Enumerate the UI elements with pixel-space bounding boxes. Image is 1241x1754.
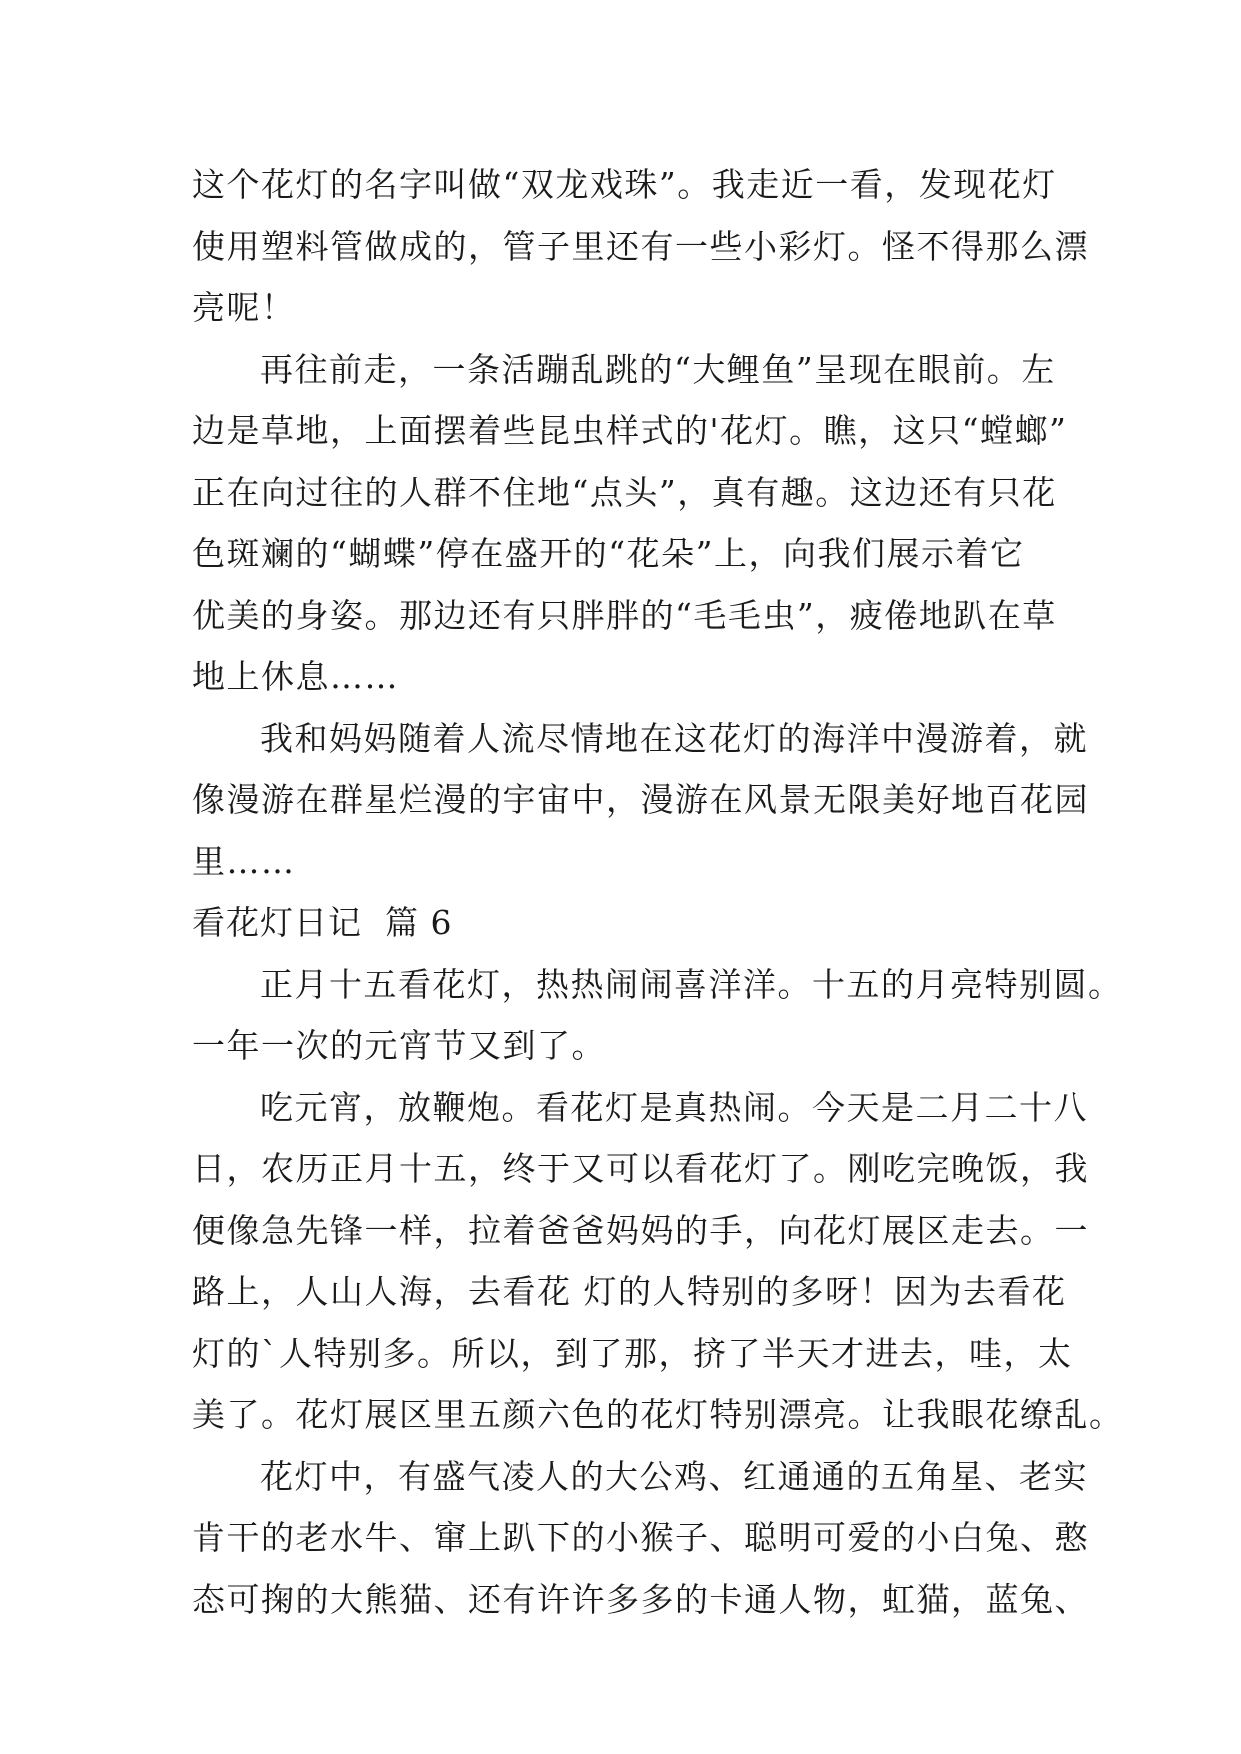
text-line: 路上，人山人海，去看花 灯的人特别的多呀！因为去看花	[192, 1272, 1067, 1311]
text-line: 肯干的老水牛、窜上趴下的小猴子、聪明可爱的小白兔、憨	[192, 1518, 1089, 1557]
paragraph-start-line: 吃元宵，放鞭炮。看花灯是真热闹。今天是二月二十八	[260, 1087, 1088, 1127]
text-line: 像漫游在群星烂漫的宇宙中，漫游在风景无限美好地百花园	[192, 780, 1089, 819]
paragraph-start-line: 正月十五看花灯，热热闹闹喜洋洋。十五的月亮特别圆。	[260, 964, 1123, 1004]
paragraph-start-line: 我和妈妈随着人流尽情地在这花灯的海洋中漫游着，就	[260, 718, 1088, 758]
text-line: 里……	[192, 841, 296, 881]
text-line: 色斑斓的“蝴蝶”停在盛开的“花朵”上，向我们展示着它	[192, 534, 1025, 573]
text-line: 正在向过往的人群不住地“点头”，真有趣。这边还有只花	[192, 472, 1057, 512]
text-line: 边是草地，上面摆着些昆虫样式的'花灯。瞧，这只“螳螂”	[192, 411, 1068, 450]
document-body	[192, 154, 1124, 1630]
text-line: 灯的`人特别多。所以，到了那，挤了半天才进去，哇，太	[192, 1333, 1073, 1373]
text-line: 地上休息……	[192, 657, 399, 696]
text-line: 便像急先锋一样，拉着爸爸妈妈的手，向花灯展区走去。一	[192, 1210, 1089, 1250]
text-line: 使用塑料管做成的，管子里还有一些小彩灯。怪不得那么漂	[192, 226, 1089, 266]
paragraph-start-line: 花灯中，有盛气凌人的大公鸡、红通通的五角星、老实	[260, 1456, 1088, 1496]
text-line: 态可掬的大熊猫、还有许许多多的卡通人物，虹猫，蓝兔、	[192, 1579, 1089, 1619]
text-line: 一年一次的元宵节又到了。	[192, 1026, 606, 1065]
text-line: 亮呢！	[192, 288, 296, 327]
text-line: 日，农历正月十五，终于又可以看花灯了。刚吃完晚饭，我	[192, 1149, 1089, 1188]
section-heading: 看花灯日记 篇 6	[192, 903, 453, 942]
text-line: 优美的身姿。那边还有只胖胖的“毛毛虫”，疲倦地趴在草	[192, 595, 1057, 635]
text-line: 美了。花灯展区里五颜六色的花灯特别漂亮。让我眼花缭乱。	[192, 1395, 1124, 1434]
text-line: 这个花灯的名字叫做“双龙戏珠”。我走近一看，发现花灯	[192, 165, 1057, 204]
paragraph-start-line: 再往前走，一条活蹦乱跳的“大鲤鱼”呈现在眼前。左	[260, 349, 1056, 389]
